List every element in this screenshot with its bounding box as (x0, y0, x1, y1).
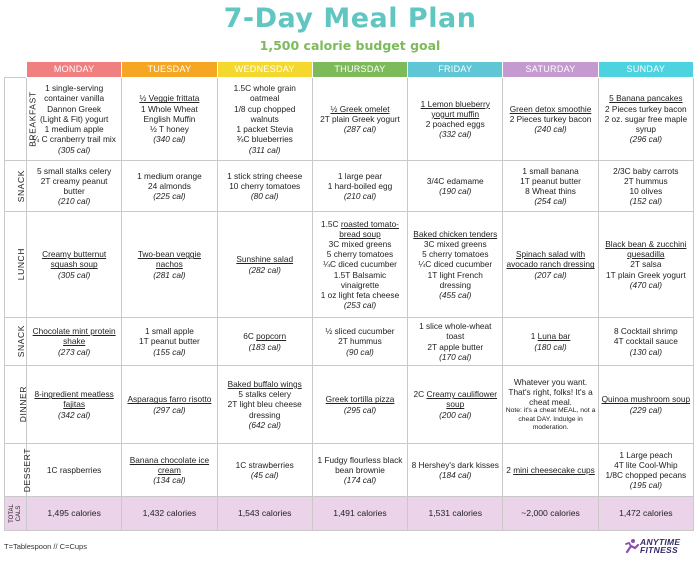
calorie-count: (281 cal) (153, 269, 186, 280)
calorie-count: (210 cal) (58, 196, 91, 207)
anytime-fitness-logo (622, 537, 697, 557)
recipe-link[interactable]: 2 mini cheesecake cups (506, 464, 595, 475)
meal-item: 24 almonds (147, 180, 191, 191)
row-label-text: SNACK (16, 169, 27, 203)
meal-cell-dessert-friday (408, 444, 503, 497)
meal-item: 2T hummus (338, 336, 382, 347)
total-label-bottom: CALS (15, 505, 22, 522)
total-calories-saturday: ~2,000 calories (503, 497, 598, 531)
meal-item: ¾C blueberries (236, 134, 293, 145)
meal-row-breakfast (5, 78, 694, 161)
meal-item: 1T plain Greek yogurt (606, 269, 686, 280)
meal-cell-snack1-friday (408, 161, 503, 212)
meal-item: 8 Cocktail shrimp (614, 326, 678, 337)
recipe-link[interactable]: ½ Greek omelet (330, 103, 390, 114)
meal-item: 2T creamy peanut (40, 175, 108, 186)
meal-item: 2 poached eggs (425, 119, 485, 129)
meal-cell-lunch-sunday (598, 212, 693, 318)
running-figure-icon (624, 538, 640, 554)
day-header-monday: MONDAY (27, 62, 122, 78)
meal-cell-dessert-tuesday (122, 444, 217, 497)
meal-item: 2T plain Greek yogurt (320, 113, 400, 124)
meal-item: 1 Large peach (619, 449, 673, 460)
meal-cell-lunch-wednesday (217, 212, 312, 318)
row-label-total-text (9, 504, 22, 523)
calorie-count: (470 cal) (629, 279, 662, 290)
meal-cell-lunch-thursday (312, 212, 407, 318)
meal-row-snack-2 (5, 318, 694, 366)
meal-item: container vanilla (44, 93, 105, 104)
recipe-link[interactable]: 5 Banana pancakes (609, 93, 683, 104)
calorie-count: (455 cal) (439, 290, 472, 300)
meal-plan-table (4, 61, 694, 531)
meal-cell-snack1-wednesday (217, 161, 312, 212)
calorie-count: (170 cal) (439, 351, 472, 362)
meal-cell-snack2-wednesday (217, 318, 312, 366)
meal-cell-dessert-monday (27, 444, 122, 497)
meal-item: 1.5T Balsamic (333, 269, 387, 280)
meal-item: 1 packet Stevia (236, 124, 294, 135)
meal-cell-breakfast-friday (408, 78, 503, 161)
recipe-link[interactable]: Banana chocolate ice cream (129, 454, 210, 475)
total-label-top: TOTAL (8, 504, 15, 523)
day-header-thursday: THURSDAY (312, 62, 407, 78)
calorie-count: (296 cal) (629, 134, 662, 145)
row-label-text: LUNCH (16, 248, 27, 281)
meal-cell-dinner-monday (27, 366, 122, 444)
meal-item: 1 Fudgy flourless black (317, 454, 403, 465)
meal-item: 8 Wheat thins (525, 186, 576, 196)
meal-item: 1 medium apple (44, 124, 104, 135)
meal-item: (Light & Fit) yogurt (40, 113, 109, 124)
meal-item: Whatever you want. (513, 376, 588, 387)
meal-cell-lunch-tuesday (122, 212, 217, 318)
recipe-link[interactable]: Green detox smoothie (509, 103, 592, 114)
meal-item: 1T peanut butter (139, 336, 200, 347)
meal-item: ½ T honey (149, 124, 189, 135)
meal-item: English Muffin (143, 113, 196, 124)
meal-item: ¼ C cranberry trail mix (32, 134, 116, 145)
calorie-count: (210 cal) (343, 191, 377, 202)
meal-cell-snack2-monday (27, 318, 122, 366)
meal-item: 1C strawberries (235, 459, 294, 470)
total-calories-friday: 1,531 calories (408, 497, 503, 531)
meal-item: 3/4C edamame (426, 175, 484, 186)
calorie-count: (342 cal) (58, 409, 91, 420)
meal-item: 3C mixed greens (423, 238, 487, 249)
meal-cell-snack1-thursday (312, 161, 407, 212)
meal-item: 2 Pieces turkey bacon (605, 103, 687, 114)
recipe-link[interactable]: 1 Lemon blueberry yogurt muffin (420, 98, 490, 119)
meal-item: cheat meal. (529, 396, 572, 407)
meal-item: dressing (249, 409, 281, 420)
meal-cell-breakfast-saturday (503, 78, 598, 161)
calorie-count: (273 cal) (58, 346, 91, 357)
meal-cell-snack1-tuesday (122, 161, 217, 212)
calorie-count: (152 cal) (629, 196, 662, 207)
calorie-count: (282 cal) (248, 264, 281, 275)
meal-cell-dinner-saturday (503, 366, 598, 444)
meal-item: dressing (439, 279, 471, 290)
meal-item: ¼C diced cucumber (323, 259, 397, 270)
meal-item: oatmeal (249, 93, 280, 104)
meal-item: vinaigrette (340, 279, 380, 290)
calorie-count: (305 cal) (58, 269, 91, 280)
meal-cell-snack1-monday (27, 161, 122, 212)
meal-item: 5 cherry tomatoes (326, 249, 394, 260)
recipe-link[interactable]: Greek tortilla pizza (325, 394, 395, 405)
meal-item: 1T light French (427, 269, 483, 280)
day-header-friday: FRIDAY (408, 62, 503, 78)
meal-item: walnuts (250, 113, 279, 124)
logo-line-2: FITNESS (640, 545, 678, 555)
abbreviation-legend: T=Tablespoon // C=Cups (4, 542, 87, 551)
meal-item: 2 oz. sugar free maple (604, 113, 688, 124)
meal-cell-dessert-wednesday (217, 444, 312, 497)
meal-item: 2T salsa (630, 259, 662, 270)
page-subtitle: 1,500 calorie budget goal (259, 38, 441, 53)
corner-cell (5, 62, 27, 78)
calorie-count: (287 cal) (343, 124, 377, 135)
meal-item: 5 stalks celery (238, 389, 291, 400)
calorie-count: (240 cal) (534, 124, 567, 135)
meal-item: 1 small apple (144, 326, 194, 337)
day-header-saturday: SATURDAY (503, 62, 598, 78)
meal-item: 1 medium orange (137, 170, 202, 181)
calorie-count: (642 cal) (248, 419, 281, 430)
calorie-count: (155 cal) (153, 346, 186, 357)
total-calories-row (5, 497, 694, 531)
row-label-text: DESSERT (22, 447, 32, 493)
meal-cell-breakfast-tuesday (122, 78, 217, 161)
meal-item: toast (446, 331, 465, 342)
meal-item: 4T cocktail sauce (613, 336, 678, 347)
meal-row-dinner (5, 366, 694, 444)
calorie-count: (254 cal) (534, 196, 567, 207)
calorie-count: (305 cal) (58, 144, 91, 155)
recipe-link[interactable]: 6C popcorn (243, 331, 287, 342)
meal-cell-dinner-friday (408, 366, 503, 444)
meal-item: 1C raspberries (46, 464, 102, 475)
meal-cell-snack1-sunday (598, 161, 693, 212)
recipe-link[interactable]: Spinach salad with avocado ranch dressing (506, 249, 595, 270)
recipe-link[interactable]: Baked buffalo wings (227, 378, 302, 389)
meal-cell-snack2-sunday (598, 318, 693, 366)
meal-item: bean brownie (335, 464, 385, 475)
calorie-count: (174 cal) (343, 475, 377, 486)
meal-item: 1 small banana (522, 165, 579, 176)
calorie-count: (134 cal) (153, 475, 186, 486)
meal-item: butter (63, 186, 85, 196)
meal-cell-lunch-friday (408, 212, 503, 318)
page-title: 7-Day Meal Plan (223, 3, 477, 34)
total-calories-wednesday: 1,543 calories (217, 497, 312, 531)
meal-cell-snack1-saturday (503, 161, 598, 212)
total-calories-tuesday: 1,432 calories (122, 497, 217, 531)
meal-cell-snack2-friday (408, 318, 503, 366)
meal-item: 2T hummus (624, 175, 668, 186)
meal-item: 1 stick string cheese (227, 170, 303, 181)
meal-cell-snack2-thursday (312, 318, 407, 366)
calorie-count: (200 cal) (439, 409, 472, 420)
total-calories-sunday: 1,472 calories (598, 497, 693, 531)
recipe-link[interactable]: Baked chicken tenders (413, 228, 498, 239)
meal-row-lunch (5, 212, 694, 318)
meal-item: That's right, folks! It's a (508, 386, 593, 397)
meal-cell-breakfast-wednesday (217, 78, 312, 161)
recipe-link[interactable]: 2C Creamy cauliflower soup (413, 389, 497, 410)
total-calories-monday: 1,495 calories (27, 497, 122, 531)
meal-item: 10 olives (629, 186, 663, 196)
calorie-count: (311 cal) (248, 144, 281, 155)
meal-item: 1 large pear (337, 170, 383, 181)
row-label-breakfast (5, 78, 38, 161)
total-calories-thursday: 1,491 calories (312, 497, 407, 531)
meal-item: 3C mixed greens (328, 238, 392, 249)
meal-item: ½ sliced cucumber (325, 326, 395, 337)
meal-cell-breakfast-monday (27, 78, 122, 161)
meal-item: syrup (635, 124, 656, 135)
meal-cell-dinner-wednesday (217, 366, 312, 444)
row-label-text: SNACK (16, 325, 27, 358)
calorie-count: (225 cal) (153, 191, 186, 202)
meal-cell-breakfast-thursday (312, 78, 407, 161)
day-header-tuesday: TUESDAY (122, 62, 217, 78)
meal-item: 2 Pieces turkey bacon (509, 113, 592, 124)
meal-item: 8 Hershey's dark kisses (411, 459, 499, 470)
row-label-lunch (5, 212, 27, 318)
calorie-count: (295 cal) (343, 404, 377, 415)
meal-cell-dessert-thursday (312, 444, 407, 497)
meal-cell-dessert-saturday (503, 444, 598, 497)
calorie-count: (180 cal) (534, 341, 567, 352)
meal-item: 10 cherry tomatoes (229, 180, 301, 191)
row-label-text: DINNER (17, 386, 28, 423)
meal-cell-lunch-saturday (503, 212, 598, 318)
day-header-wednesday: WEDNESDAY (217, 62, 312, 78)
row-label-dinner (5, 366, 27, 444)
calorie-count: (184 cal) (439, 470, 472, 480)
row-label-dessert (5, 444, 32, 497)
recipe-link[interactable]: Two-bean veggie nachos (137, 249, 202, 270)
calorie-count: (90 cal) (346, 346, 374, 357)
meal-item: 1 slice whole-wheat (419, 321, 492, 332)
calorie-count: (340 cal) (153, 134, 186, 145)
recipe-link[interactable]: Quinoa mushroom soup (601, 394, 691, 405)
recipe-link[interactable]: ½ Veggie frittata (139, 93, 200, 104)
meal-row-dessert (5, 444, 694, 497)
recipe-link[interactable]: 1 Luna bar (530, 331, 571, 342)
recipe-link[interactable]: 8-ingredient meatless fajitas (34, 389, 114, 410)
meal-cell-snack2-tuesday (122, 318, 217, 366)
meal-cell-dinner-thursday (312, 366, 407, 444)
row-label-text: BREAKFAST (27, 91, 38, 147)
meal-cell-dinner-sunday (598, 366, 693, 444)
recipe-link[interactable]: Sunshine salad (236, 254, 294, 265)
meal-item: 1 single-serving (45, 83, 104, 94)
cheat-meal-note: Note: it's a cheat MEAL, not a cheat DAY. Indulge in moderation. (505, 407, 596, 431)
recipe-link[interactable]: Chocolate mint protein shake (32, 326, 116, 347)
meal-cell-dinner-tuesday (122, 366, 217, 444)
meal-item: 1.5C whole grain (233, 83, 296, 94)
day-header-row (5, 62, 694, 78)
meal-item: 2T light bleu cheese (227, 399, 302, 410)
row-label-total (5, 497, 27, 531)
calorie-count: (130 cal) (629, 346, 662, 357)
meal-cell-breakfast-sunday (598, 78, 693, 161)
recipe-link[interactable]: Creamy butternut squash soup (42, 249, 107, 270)
calorie-count: (183 cal) (248, 341, 281, 352)
calorie-count: (207 cal) (534, 269, 567, 280)
row-label-snack-1 (5, 161, 27, 212)
meal-item: 5 cherry tomatoes (422, 249, 489, 260)
recipe-link[interactable]: 1.5C roasted tomato-bread soup (321, 218, 399, 239)
calorie-count: (253 cal) (343, 300, 377, 311)
meal-cell-dessert-sunday (598, 444, 693, 497)
calorie-count: (45 cal) (250, 470, 279, 480)
meal-item: 1/8 cup chopped (234, 103, 296, 114)
meal-item: ¼C diced cucumber (418, 259, 493, 270)
recipe-link[interactable]: Black bean & zucchini quesadilla (605, 238, 687, 260)
meal-item: 1 hard-boiled egg (327, 180, 393, 191)
day-header-sunday: SUNDAY (598, 62, 693, 78)
meal-item: 1T peanut butter (520, 175, 581, 186)
calorie-count: (190 cal) (439, 186, 472, 196)
row-label-snack-2 (5, 318, 27, 366)
meal-item: Dannon Greek (47, 103, 102, 114)
logo-line-1: ANYTIME (640, 537, 681, 547)
meal-item: 2/3C baby carrots (613, 165, 679, 176)
calorie-count: (229 cal) (629, 404, 662, 415)
meal-cell-snack2-saturday (503, 318, 598, 366)
meal-item: 1 oz light feta cheese (320, 290, 400, 300)
meal-item: 2T apple butter (427, 341, 484, 352)
calorie-count: (297 cal) (153, 404, 186, 415)
calorie-count: (332 cal) (439, 129, 472, 140)
meal-item: 1 Whole Wheat (141, 103, 198, 114)
meal-row-snack-1 (5, 161, 694, 212)
recipe-link[interactable]: Asparagus farro risotto (127, 394, 212, 405)
meal-cell-lunch-monday (27, 212, 122, 318)
meal-item: 4T lite Cool-Whip (614, 459, 678, 470)
meal-item: 5 small stalks celery (37, 165, 112, 176)
calorie-count: (195 cal) (629, 480, 662, 491)
calorie-count: (80 cal) (250, 191, 279, 202)
meal-item: 1/8C chopped pecans (605, 470, 687, 480)
